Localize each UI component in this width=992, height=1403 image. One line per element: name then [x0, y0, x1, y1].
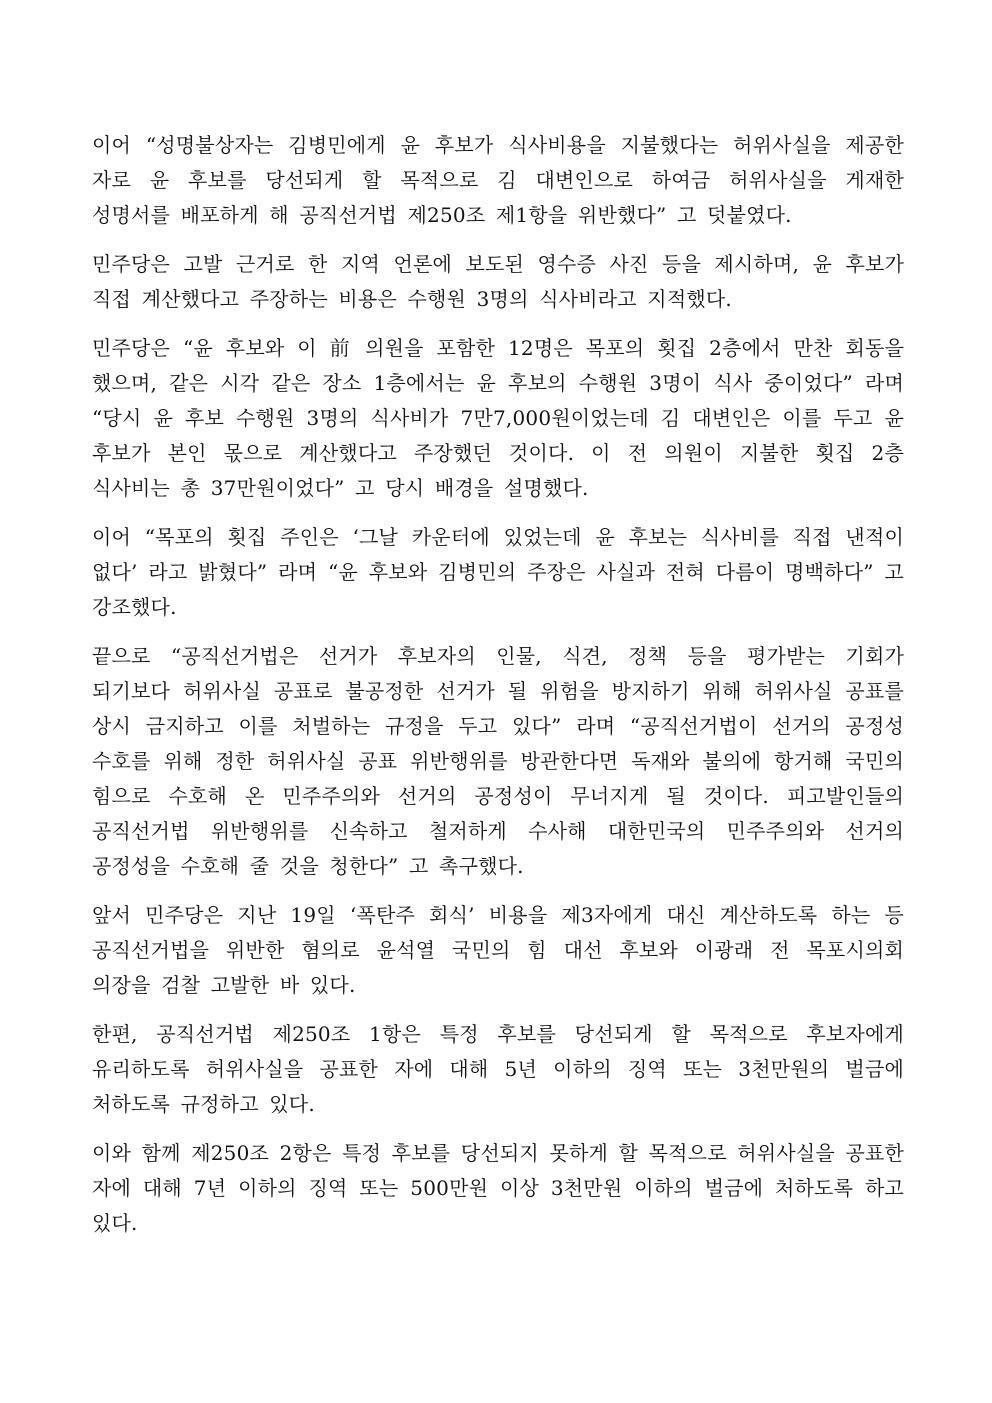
- paragraph-6: 앞서 민주당은 지난 19일 ‘폭탄주 회식’ 비용을 제3자에게 대신 계산하도록 하는 등 공직선거법을 위반한 혐의로 윤석열 국민의 힘 대선 후보와 이광래 전 목포시의회 의장을 검찰 고발한 바 있다.: [92, 903, 904, 997]
- paragraph-8: 이와 함께 제250조 2항은 특정 후보를 당선되지 못하게 할 목적으로 허위사실을 공표한 자에 대해 7년 이하의 징역 또는 500만원 이상 3천만원 이하의 벌금에 처하도록 하고 있다.: [92, 1141, 904, 1235]
- paragraph-5: 끝으로 “공직선거법은 선거가 후보자의 인물, 식견, 정책 등을 평가받는 기회가 되기보다 허위사실 공표로 불공정한 선거가 될 위험을 방지하기 위해 허위사실 공표를 상시 금지하고 이를 처벌하는 규정을 두고 있다” 라며 “공직선거법이 선거의 공정성 수호를 위해 정한 허위사실 공표 위반행위를 방관한다면 독재와 불의에 항거해 국민의 힘으로 수호해 온 민주주의와 선거의 공정성이 무너지게 될 것이다. 피고발인들의 공직선거법 위반행위를 신속하고 철저하게 수사해 대한민국의 민주주의와 선거의 공정성을 수호해 줄 것을 청한다” 고 촉구했다.: [92, 644, 904, 878]
- paragraph-7: 한편, 공직선거법 제250조 1항은 특정 후보를 당선되게 할 목적으로 후보자에게 유리하도록 허위사실을 공표한 자에 대해 5년 이하의 징역 또는 3천만원의 벌금에 처하도록 규정하고 있다.: [92, 1022, 904, 1116]
- paragraph-3: 민주당은 “윤 후보와 이 前 의원을 포함한 12명은 목포의 횟집 2층에서 만찬 회동을 했으며, 같은 시각 같은 장소 1층에서는 윤 후보의 수행원 3명이 식사 중이었다” 라며 “당시 윤 후보 수행원 3명의 식사비가 7만7,000원이었는데 김 대변인은 이를 두고 윤 후보가 본인 몫으로 계산했다고 주장했던 것이다. 이 전 의원이 지불한 횟집 2층 식사비는 총 37만원이었다” 고 당시 배경을 설명했다.: [92, 336, 904, 500]
- paragraph-2: 민주당은 고발 근거로 한 지역 언론에 보도된 영수증 사진 등을 제시하며, 윤 후보가 직접 계산했다고 주장하는 비용은 수행원 3명의 식사비라고 지적했다.: [92, 252, 904, 311]
- paragraph-1: 이어 “성명불상자는 김병민에게 윤 후보가 식사비용을 지불했다는 허위사실을 제공한 자로 윤 후보를 당선되게 할 목적으로 김 대변인으로 하여금 허위사실을 게재한 성명서를 배포하게 해 공직선거법 제250조 제1항을 위반했다” 고 덧붙였다.: [92, 133, 904, 227]
- paragraph-4: 이어 “목포의 횟집 주인은 ‘그날 카운터에 있었는데 윤 후보는 식사비를 직접 낸적이 없다’ 라고 밝혔다” 라며 “윤 후보와 김병민의 주장은 사실과 전혀 다름이 명백하다” 고 강조했다.: [92, 525, 904, 619]
